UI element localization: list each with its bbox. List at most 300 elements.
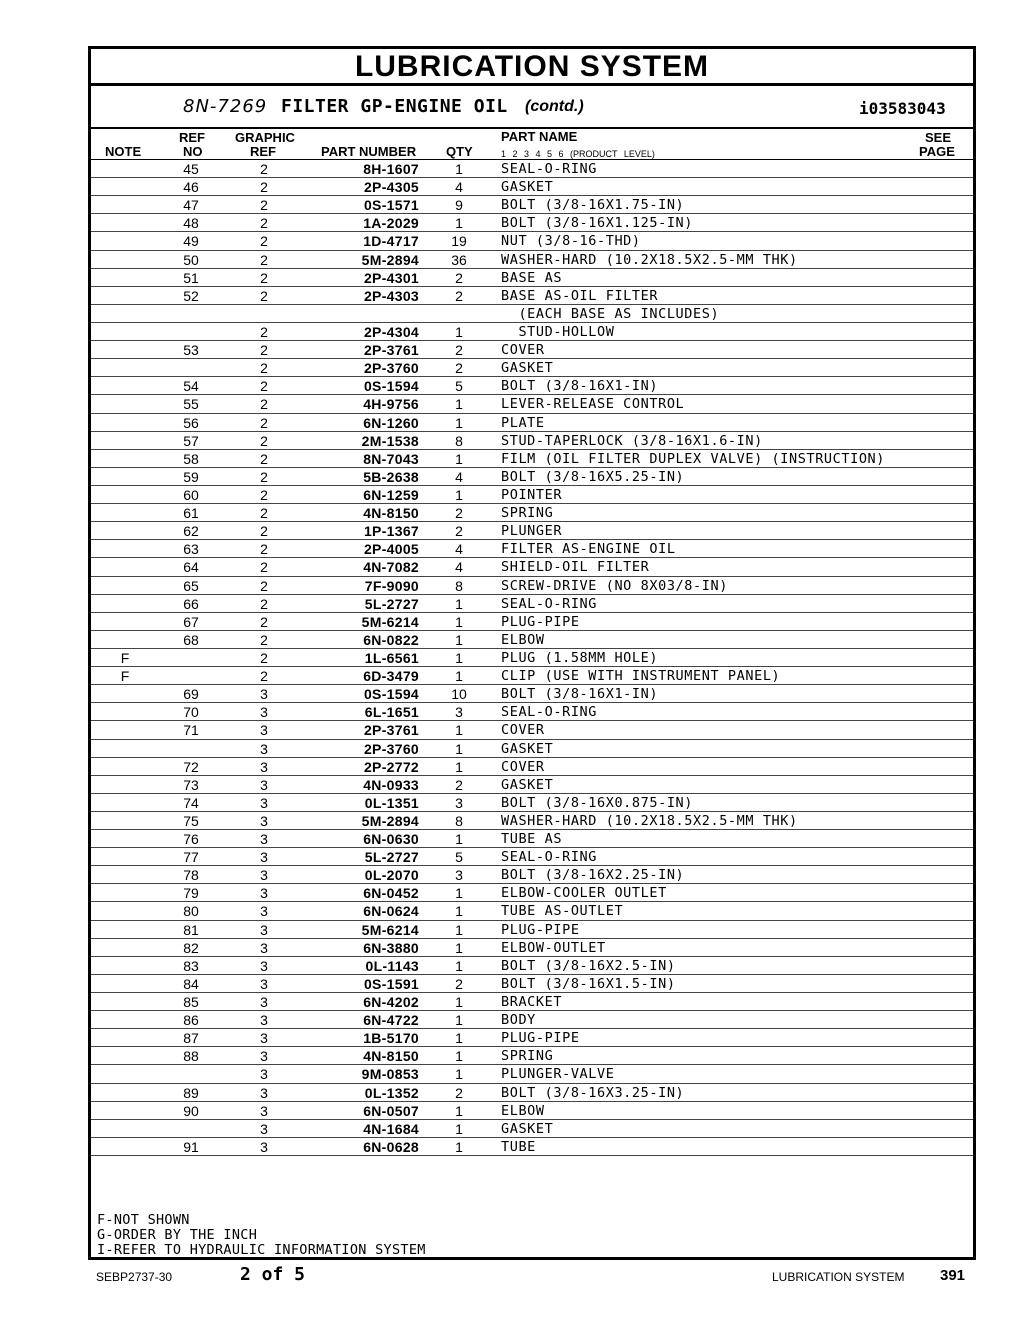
- part-name-cell: BOLT (3/8-16X1.5-IN): [501, 975, 676, 992]
- graphic-ref-cell: 3: [260, 1138, 268, 1155]
- ref-no-cell: 86: [183, 1012, 199, 1029]
- table-row: [91, 884, 973, 902]
- table-row: [91, 1102, 973, 1120]
- ref-no-cell: 83: [183, 957, 199, 974]
- part-number-cell: 6N-1260: [363, 414, 419, 431]
- part-number-cell: 6N-0630: [363, 831, 419, 848]
- table-row: [91, 812, 973, 830]
- table-row: [91, 921, 973, 939]
- qty-cell: 2: [455, 360, 463, 377]
- part-name-cell: BOLT (3/8-16X1-IN): [501, 378, 659, 395]
- part-name-cell: GASKET: [501, 360, 554, 377]
- graphic-ref-cell: 2: [260, 486, 268, 503]
- table-row: [91, 613, 973, 631]
- ref-no-cell: 59: [183, 468, 199, 485]
- graphic-ref-cell: 3: [260, 704, 268, 721]
- table-row: [91, 214, 973, 232]
- part-number-cell: 6N-4722: [363, 1012, 419, 1029]
- ref-no-cell: 58: [183, 450, 199, 467]
- part-name-cell: BOLT (3/8-16X2.5-IN): [501, 957, 676, 974]
- part-name-cell: ELBOW: [501, 1102, 545, 1119]
- graphic-ref-cell: 3: [260, 1048, 268, 1065]
- part-number-cell: 8N-7043: [363, 450, 419, 467]
- ref-no-cell: 87: [183, 1030, 199, 1047]
- footer-doc-id: SEBP2737-30: [96, 1270, 173, 1284]
- qty-cell: 1: [455, 450, 463, 467]
- part-number-cell: 1L-6561: [364, 649, 419, 666]
- part-number-cell: 6D-3479: [363, 668, 419, 685]
- part-number-cell: 6N-3880: [363, 939, 419, 956]
- table-row: [91, 794, 973, 812]
- part-name-cell: WASHER-HARD (10.2X18.5X2.5-MM THK): [501, 812, 798, 829]
- ref-no-cell: 82: [183, 939, 199, 956]
- graphic-ref-cell: 2: [260, 161, 268, 177]
- part-name-cell: TUBE: [501, 1138, 536, 1155]
- graphic-ref-cell: 2: [260, 450, 268, 467]
- part-number-cell: 2P-3760: [363, 360, 419, 377]
- table-row: [91, 848, 973, 866]
- graphic-ref-cell: 2: [260, 233, 268, 250]
- part-number-cell: 7F-9090: [364, 577, 419, 594]
- qty-cell: 1: [455, 161, 463, 177]
- part-name-cell: POINTER: [501, 486, 563, 503]
- graphic-ref-cell: 2: [260, 179, 268, 196]
- graphic-ref-cell: 3: [260, 1120, 268, 1137]
- graphic-ref-cell: 2: [260, 523, 268, 540]
- qty-cell: 1: [455, 1066, 463, 1083]
- table-row: [91, 830, 973, 848]
- ref-no-cell: 85: [183, 994, 199, 1011]
- note-line: I-REFER TO HYDRAULIC INFORMATION SYSTEM: [97, 1242, 426, 1258]
- qty-cell: 1: [455, 396, 463, 413]
- table-row: [91, 595, 973, 613]
- part-name-cell: COVER: [501, 758, 545, 775]
- ref-no-cell: 84: [183, 975, 199, 992]
- part-name-cell: STUD-TAPERLOCK (3/8-16X1.6-IN): [501, 432, 763, 449]
- qty-cell: 8: [455, 812, 463, 829]
- part-name-cell: ELBOW-COOLER OUTLET: [501, 885, 667, 902]
- page-footer: [0, 1258, 1020, 1298]
- ref-no-cell: 63: [183, 541, 199, 558]
- qty-cell: 1: [455, 957, 463, 974]
- ref-no-cell: 53: [183, 342, 199, 359]
- header-ref-1: REF: [179, 130, 205, 145]
- part-number-cell: 1P-1367: [363, 523, 419, 540]
- table-row: [91, 178, 973, 196]
- part-number-cell: 4N-7082: [363, 559, 419, 576]
- graphic-ref-cell: 2: [260, 396, 268, 413]
- qty-cell: 1: [455, 1030, 463, 1047]
- qty-cell: 1: [455, 939, 463, 956]
- ref-no-cell: 55: [183, 396, 199, 413]
- qty-cell: 1: [455, 921, 463, 938]
- part-number-cell: 2P-4301: [363, 269, 419, 286]
- graphic-ref-cell: 2: [260, 197, 268, 214]
- graphic-ref-cell: 3: [260, 758, 268, 775]
- qty-cell: 8: [455, 577, 463, 594]
- table-row: [91, 685, 973, 703]
- graphic-ref-cell: 3: [260, 1102, 268, 1119]
- qty-cell: 1: [455, 1012, 463, 1029]
- part-number-cell: 2P-3761: [363, 342, 419, 359]
- part-number-cell: 0L-1351: [364, 794, 419, 811]
- graphic-ref-cell: 3: [260, 939, 268, 956]
- table-row: [91, 251, 973, 269]
- table-row: [91, 740, 973, 758]
- part-name-cell: PLUG (1.58MM HOLE): [501, 649, 659, 666]
- part-name-cell: LEVER-RELEASE CONTROL: [501, 396, 685, 413]
- ref-no-cell: 91: [183, 1138, 199, 1155]
- part-number-cell: 0L-2070: [364, 867, 419, 884]
- part-number-cell: 4N-8150: [363, 1048, 419, 1065]
- part-name-cell: TUBE AS: [501, 831, 563, 848]
- group-heading: [91, 86, 973, 129]
- graphic-ref-cell: 2: [260, 251, 268, 268]
- table-row: [91, 395, 973, 413]
- ref-no-cell: 61: [183, 505, 199, 522]
- graphic-ref-cell: 3: [260, 740, 268, 757]
- part-number-cell: 2P-4303: [363, 287, 419, 304]
- table-row: [91, 577, 973, 595]
- graphic-ref-cell: 2: [260, 269, 268, 286]
- part-number-cell: 2P-2772: [363, 758, 419, 775]
- graphic-ref-cell: 2: [260, 541, 268, 558]
- qty-cell: 5: [455, 849, 463, 866]
- table-row: [91, 269, 973, 287]
- table-row: [91, 522, 973, 540]
- part-name-cell: BASE AS: [501, 269, 563, 286]
- table-row: [91, 866, 973, 884]
- ref-no-cell: 69: [183, 686, 199, 703]
- part-name-cell: NUT (3/8-16-THD): [501, 233, 641, 250]
- table-row: [91, 305, 973, 323]
- graphic-ref-cell: 2: [260, 668, 268, 685]
- ref-no-cell: 51: [183, 269, 199, 286]
- part-name-cell: STUD-HOLLOW: [501, 323, 615, 340]
- table-row: [91, 160, 973, 178]
- table-row: [91, 359, 973, 377]
- ref-no-cell: 50: [183, 251, 199, 268]
- part-name-cell: PLUG-PIPE: [501, 1030, 580, 1047]
- part-name-cell: TUBE AS-OUTLET: [501, 903, 624, 920]
- ref-no-cell: 49: [183, 233, 199, 250]
- part-name-cell: SEAL-O-RING: [501, 849, 598, 866]
- part-name-cell: GASKET: [501, 179, 554, 196]
- group-number: 8N-7269: [183, 96, 268, 117]
- table-row: [91, 758, 973, 776]
- ref-no-cell: 66: [183, 595, 199, 612]
- qty-cell: 3: [455, 794, 463, 811]
- table-row: [91, 993, 973, 1011]
- part-number-cell: 8H-1607: [363, 161, 419, 177]
- qty-cell: 1: [455, 1048, 463, 1065]
- header-see-2: PAGE: [919, 144, 955, 159]
- graphic-ref-cell: 2: [260, 505, 268, 522]
- part-number-cell: 6N-0452: [363, 885, 419, 902]
- part-name-cell: SEAL-O-RING: [501, 595, 598, 612]
- graphic-ref-cell: 2: [260, 360, 268, 377]
- graphic-ref-cell: 3: [260, 1030, 268, 1047]
- part-name-cell: BRACKET: [501, 994, 563, 1011]
- note-line: G-ORDER BY THE INCH: [97, 1227, 258, 1243]
- note-cell: F: [120, 649, 130, 666]
- ref-no-cell: 67: [183, 613, 199, 630]
- part-name-cell: PLUG-PIPE: [501, 921, 580, 938]
- qty-cell: 1: [455, 215, 463, 232]
- part-number-cell: 6N-0822: [363, 631, 419, 648]
- ref-no-cell: 57: [183, 432, 199, 449]
- qty-cell: 1: [455, 994, 463, 1011]
- header-note: NOTE: [105, 144, 142, 159]
- part-name-cell: BOLT (3/8-16X0.875-IN): [501, 794, 694, 811]
- ref-no-cell: 72: [183, 758, 199, 775]
- ref-no-cell: 75: [183, 812, 199, 829]
- table-row: [91, 323, 973, 341]
- part-name-cell: ELBOW: [501, 631, 545, 648]
- table-row: [91, 1120, 973, 1138]
- part-name-cell: SPRING: [501, 1048, 554, 1065]
- qty-cell: 2: [455, 1084, 463, 1101]
- part-name-cell: FILM (OIL FILTER DUPLEX VALVE) (INSTRUCTION): [501, 450, 886, 467]
- part-name-cell: COVER: [501, 722, 545, 739]
- footer-section: LUBRICATION SYSTEM: [772, 1270, 905, 1284]
- qty-cell: 1: [455, 1120, 463, 1137]
- part-name-cell: ELBOW-OUTLET: [501, 939, 606, 956]
- ref-no-cell: 64: [183, 559, 199, 576]
- ref-no-cell: 46: [183, 179, 199, 196]
- graphic-ref-cell: 2: [260, 342, 268, 359]
- part-number-cell: 0S-1591: [363, 975, 419, 992]
- ref-no-cell: 48: [183, 215, 199, 232]
- qty-cell: 9: [455, 197, 463, 214]
- qty-cell: 2: [455, 776, 463, 793]
- part-number-cell: 6N-4202: [363, 994, 419, 1011]
- footer-page-number: 391: [940, 1267, 966, 1284]
- part-name-cell: (EACH BASE AS INCLUDES): [501, 305, 720, 322]
- parts-table-body: [91, 160, 973, 1156]
- part-number-cell: 4N-1684: [363, 1120, 419, 1137]
- qty-cell: 4: [455, 179, 463, 196]
- qty-cell: 1: [455, 885, 463, 902]
- table-row: [91, 1029, 973, 1047]
- graphic-ref-cell: 3: [260, 812, 268, 829]
- ref-no-cell: 74: [183, 794, 199, 811]
- part-name-cell: SEAL-O-RING: [501, 704, 598, 721]
- ref-no-cell: 79: [183, 885, 199, 902]
- group-id: i03583043: [859, 99, 946, 118]
- ref-no-cell: 89: [183, 1084, 199, 1101]
- qty-cell: 2: [455, 342, 463, 359]
- qty-cell: 1: [455, 1102, 463, 1119]
- ref-no-cell: 45: [183, 161, 199, 177]
- qty-cell: 1: [455, 613, 463, 630]
- ref-no-cell: 73: [183, 776, 199, 793]
- qty-cell: 4: [455, 468, 463, 485]
- qty-cell: 1: [455, 631, 463, 648]
- qty-cell: 1: [455, 595, 463, 612]
- table-row: [91, 957, 973, 975]
- part-name-cell: SPRING: [501, 505, 554, 522]
- part-number-cell: 2P-3760: [363, 740, 419, 757]
- table-row: [91, 667, 973, 685]
- note-cell: F: [120, 668, 130, 685]
- ref-no-cell: 71: [183, 722, 199, 739]
- table-row: [91, 432, 973, 450]
- qty-cell: 2: [455, 269, 463, 286]
- table-row: [91, 486, 973, 504]
- part-number-cell: 1D-4717: [363, 233, 419, 250]
- graphic-ref-cell: 3: [260, 903, 268, 920]
- qty-cell: 2: [455, 505, 463, 522]
- part-number-cell: 9M-0853: [361, 1066, 419, 1083]
- ref-no-cell: 52: [183, 287, 199, 304]
- graphic-ref-cell: 2: [260, 414, 268, 431]
- header-part-number: PART NUMBER: [321, 144, 417, 159]
- table-row: [91, 468, 973, 486]
- table-row: [91, 1084, 973, 1102]
- table-row: [91, 975, 973, 993]
- ref-no-cell: 76: [183, 831, 199, 848]
- part-name-cell: PLUG-PIPE: [501, 613, 580, 630]
- part-name-cell: SHIELD-OIL FILTER: [501, 559, 650, 576]
- part-name-cell: BASE AS-OIL FILTER: [501, 287, 659, 304]
- part-name-cell: SEAL-O-RING: [501, 161, 598, 177]
- part-number-cell: 2P-4005: [363, 541, 419, 558]
- part-number-cell: 6N-0624: [363, 903, 419, 920]
- graphic-ref-cell: 2: [260, 287, 268, 304]
- table-row: [91, 1011, 973, 1029]
- header-qty: QTY: [446, 144, 473, 159]
- graphic-ref-cell: 3: [260, 794, 268, 811]
- graphic-ref-cell: 3: [260, 831, 268, 848]
- part-number-cell: 5M-6214: [361, 921, 419, 938]
- part-number-cell: 5B-2638: [363, 468, 419, 485]
- qty-cell: 5: [455, 378, 463, 395]
- part-name-cell: BOLT (3/8-16X1.125-IN): [501, 215, 694, 232]
- graphic-ref-cell: 3: [260, 849, 268, 866]
- qty-cell: 19: [451, 233, 467, 250]
- part-number-cell: 0S-1571: [363, 197, 419, 214]
- qty-cell: 10: [451, 686, 467, 703]
- part-name-cell: PLUNGER: [501, 523, 563, 540]
- table-row: [91, 649, 973, 667]
- part-number-cell: 5L-2727: [364, 849, 419, 866]
- header-part-name: PART NAME: [501, 129, 578, 144]
- ref-no-cell: 78: [183, 867, 199, 884]
- table-row: [91, 196, 973, 214]
- part-name-cell: COVER: [501, 342, 545, 359]
- qty-cell: 1: [455, 903, 463, 920]
- footer-page-of: 2 of 5: [240, 1264, 306, 1285]
- ref-no-cell: 70: [183, 704, 199, 721]
- part-number-cell: 6N-0507: [363, 1102, 419, 1119]
- table-row: [91, 341, 973, 359]
- graphic-ref-cell: 3: [260, 867, 268, 884]
- header-product-levels: 1 2 3 4 5 6 (PRODUCT LEVEL): [501, 149, 655, 159]
- table-row: [91, 558, 973, 576]
- notes-block: [97, 1213, 426, 1258]
- table-header: [91, 129, 973, 160]
- part-name-cell: BODY: [501, 1012, 536, 1029]
- graphic-ref-cell: 2: [260, 613, 268, 630]
- qty-cell: 3: [455, 867, 463, 884]
- graphic-ref-cell: 2: [260, 468, 268, 485]
- table-row: [91, 631, 973, 649]
- graphic-ref-cell: 2: [260, 595, 268, 612]
- table-row: [91, 414, 973, 432]
- graphic-ref-cell: 3: [260, 885, 268, 902]
- header-graphic-2: REF: [250, 144, 276, 159]
- part-name-cell: WASHER-HARD (10.2X18.5X2.5-MM THK): [501, 251, 798, 268]
- ref-no-cell: 62: [183, 523, 199, 540]
- table-row: [91, 450, 973, 468]
- qty-cell: 1: [455, 740, 463, 757]
- ref-no-cell: 65: [183, 577, 199, 594]
- part-name-cell: BOLT (3/8-16X1.75-IN): [501, 197, 685, 214]
- parts-list-frame: [88, 46, 976, 1260]
- ref-no-cell: 90: [183, 1102, 199, 1119]
- part-number-cell: 5M-2894: [361, 812, 419, 829]
- part-name-cell: BOLT (3/8-16X2.25-IN): [501, 867, 685, 884]
- graphic-ref-cell: 3: [260, 975, 268, 992]
- header-graphic-1: GRAPHIC: [235, 130, 295, 145]
- ref-no-cell: 77: [183, 849, 199, 866]
- qty-cell: 1: [455, 1138, 463, 1155]
- table-row: [91, 703, 973, 721]
- graphic-ref-cell: 3: [260, 1066, 268, 1083]
- graphic-ref-cell: 2: [260, 649, 268, 666]
- qty-cell: 1: [455, 323, 463, 340]
- graphic-ref-cell: 2: [260, 215, 268, 232]
- table-row: [91, 1065, 973, 1083]
- graphic-ref-cell: 2: [260, 631, 268, 648]
- part-number-cell: 4N-8150: [363, 505, 419, 522]
- ref-no-cell: 88: [183, 1048, 199, 1065]
- table-row: [91, 504, 973, 522]
- part-number-cell: 0L-1352: [364, 1084, 419, 1101]
- qty-cell: 8: [455, 432, 463, 449]
- section-title-bar: [91, 49, 973, 86]
- graphic-ref-cell: 3: [260, 686, 268, 703]
- graphic-ref-cell: 3: [260, 994, 268, 1011]
- group-contd: (contd.): [525, 98, 584, 115]
- part-number-cell: 4H-9756: [363, 396, 419, 413]
- part-name-cell: PLATE: [501, 414, 545, 431]
- ref-no-cell: 47: [183, 197, 199, 214]
- ref-no-cell: 56: [183, 414, 199, 431]
- graphic-ref-cell: 3: [260, 776, 268, 793]
- part-number-cell: 1B-5170: [363, 1030, 419, 1047]
- graphic-ref-cell: 3: [260, 1012, 268, 1029]
- graphic-ref-cell: 2: [260, 378, 268, 395]
- qty-cell: 4: [455, 559, 463, 576]
- graphic-ref-cell: 3: [260, 921, 268, 938]
- qty-cell: 1: [455, 722, 463, 739]
- table-row: [91, 721, 973, 739]
- ref-no-cell: 68: [183, 631, 199, 648]
- note-line: F-NOT SHOWN: [97, 1212, 190, 1228]
- part-number-cell: 5L-2727: [364, 595, 419, 612]
- part-name-cell: PLUNGER-VALVE: [501, 1066, 615, 1083]
- qty-cell: 1: [455, 831, 463, 848]
- graphic-ref-cell: 2: [260, 559, 268, 576]
- part-name-cell: CLIP (USE WITH INSTRUMENT PANEL): [501, 668, 781, 685]
- part-name-cell: BOLT (3/8-16X1-IN): [501, 686, 659, 703]
- graphic-ref-cell: 3: [260, 1084, 268, 1101]
- table-row: [91, 939, 973, 957]
- qty-cell: 1: [455, 758, 463, 775]
- ref-no-cell: 81: [183, 921, 199, 938]
